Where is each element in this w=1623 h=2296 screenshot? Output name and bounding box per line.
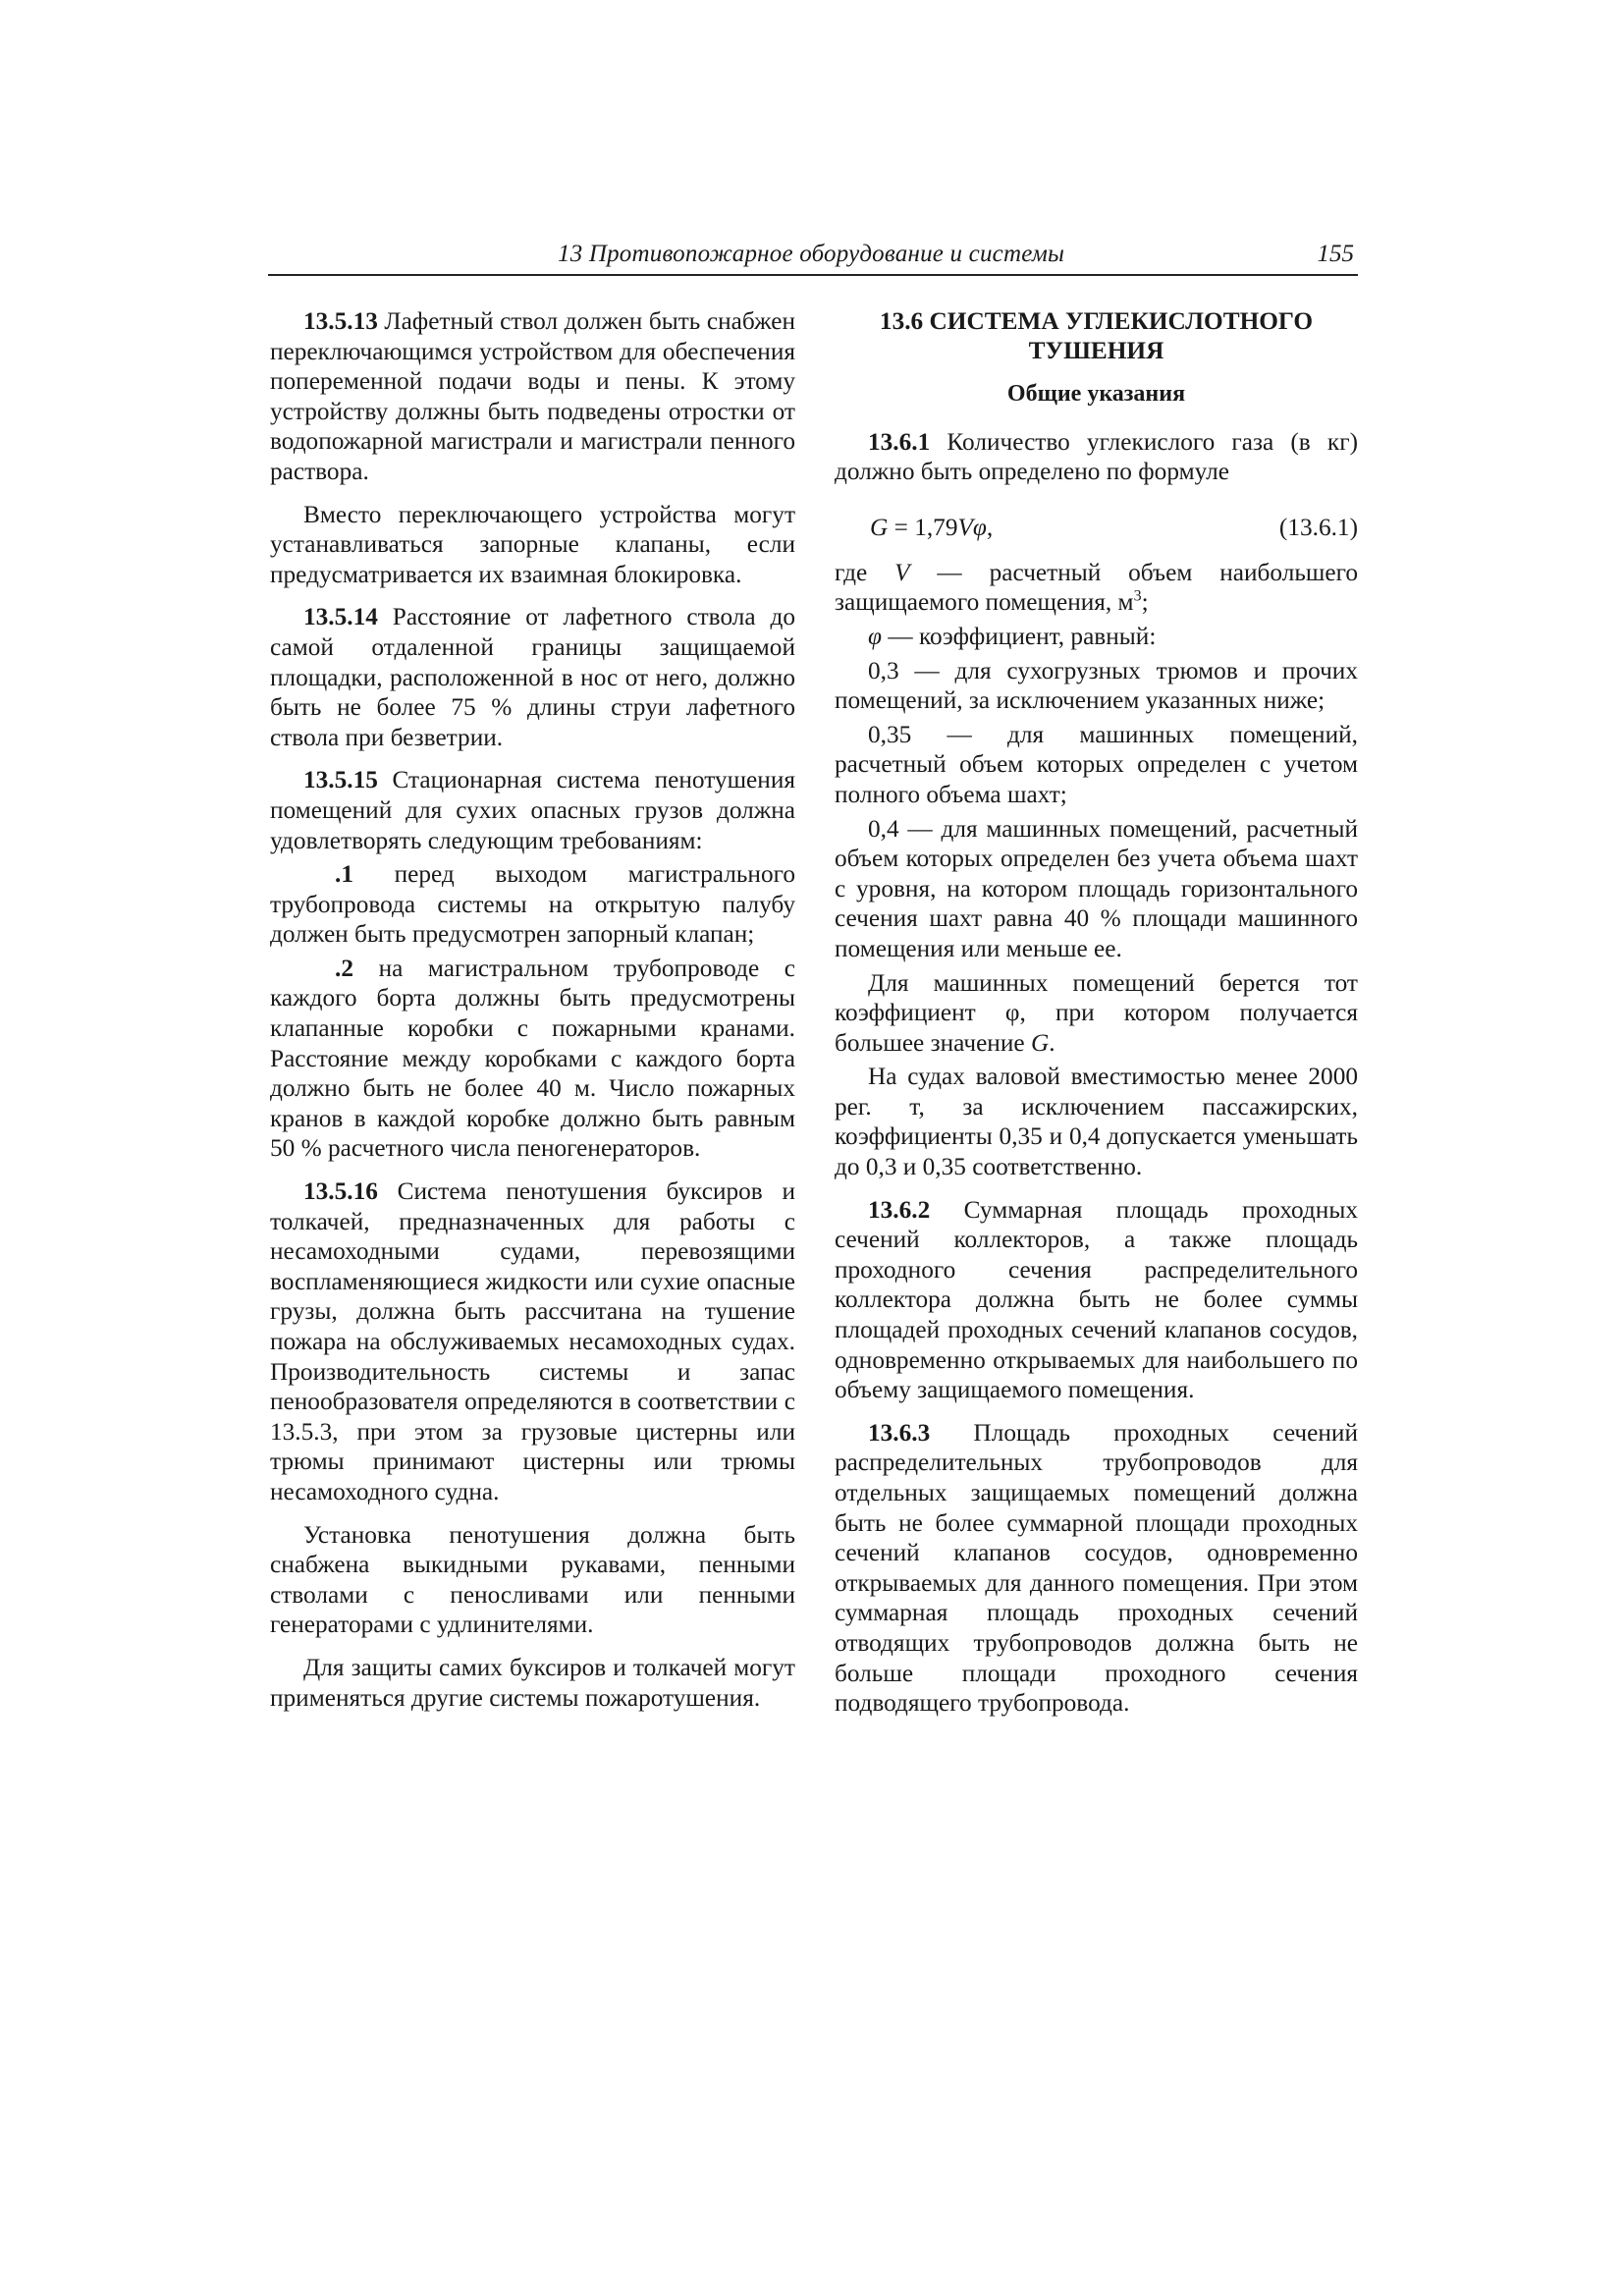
paragraph-machinery-coefficient: Для машинных помещений берется тот коэффициент φ, при котором получается большее значение G. — [835, 968, 1358, 1057]
formula-where: где V — расчетный объем наибольшего защищаемого помещения, $м^3$; — [835, 558, 1358, 617]
coefficient-0-35: 0,35 — для машинных помещений, расчетный объем которых определен с учетом полного объема шахт; — [835, 720, 1358, 808]
clause-13-5-13: 13.5.13 Лафетный ствол должен быть снабжен переключающимся устройством для обеспечения попеременной подачи воды и пены. К этому устройству должны быть подведены отростки от водопожарной магистрали и магистрали пенного раствора. — [270, 307, 795, 485]
list-item-2: .2 на магистральном трубопроводе с каждого борта должны быть предусмотрены клапанные коробки с пожарными кранами. Расстояние между коробками с каждого борта должно быть не более 40 м. Число пожарных кранов в каждой коробке должно быть равным 50 % расчетного числа пеногенераторов. — [270, 954, 795, 1163]
paragraph-valves: Вместо переключающего устройства могут устанавливаться запорные клапаны, если предусматривается их взаимная блокировка. — [270, 500, 795, 588]
paragraph-foam-installation: Установка пенотушения должна быть снабжена выкидными рукавами, пенными стволами с пеносливами или пенными генераторами с удлинителями. — [270, 1520, 795, 1639]
clause-13-5-15: 13.5.15 Стационарная система пенотушения помещений для сухих опасных грузов должна удовлетворять следующим требованиям: — [270, 766, 795, 854]
clause-13-5-14: 13.5.14 Расстояние от лафетного ствола до самой отдаленной границы защищаемой площадки, расположенной в нос от него, должно быть не более 75 % длины струи лафетного ствола при безветрии. — [270, 603, 795, 751]
paragraph-tug-protection: Для защиты самих буксиров и толкачей могут применяться другие системы пожаротушения. — [270, 1653, 795, 1712]
clause-13-5-16: 13.5.16 Система пенотушения буксиров и толкачей, предназначенных для работы с несамоходными судами, перевозящими воспламеняющиеся жидкости или сухие опасные грузы, должна быть рассчитана на тушение пожара на обслуживаемых несамоходных судах. Производительность системы и запас пенообразователя определяются в соответствии с 13.5.3, при этом за грузовые цистерны или трюмы принимают цистерны или трюмы несамоходного судна. — [270, 1177, 795, 1505]
formula-expression: G = 1,79Vφ, — [870, 513, 994, 541]
coefficient-0-3: 0,3 — для сухогрузных трюмов и прочих помещений, за исключением указанных ниже; — [835, 656, 1358, 715]
formula-number: (13.6.1) — [1278, 513, 1358, 541]
phi-definition: φ — коэффициент, равный: — [868, 622, 1157, 650]
clause-13-6-2: 13.6.2 Суммарная площадь проходных сечений коллекторов, а также площадь проходного сечения распределительного коллектора должна быть не более суммы площадей проходных сечений клапанов сосудов, одновременно открываемых для наибольшего по объему защищаемого помещения. — [835, 1195, 1358, 1404]
clause-13-6-3: 13.6.3 Площадь проходных сечений распределительных трубопроводов для отдельных защищаемых помещений должна быть не более суммарной площади проходных сечений клапанов сосудов, одновременно открываемых для данного помещения. При этом суммарная площадь проходных сечений отводящих трубопроводов должна быть не больше площади проходного сечения подводящего трубопровода. — [835, 1418, 1358, 1718]
page-number: 155 — [1317, 241, 1354, 267]
list-item-1: .1 перед выходом магистрального трубопровода системы на открытую палубу должен быть предусмотрен запорный клапан; — [270, 860, 795, 949]
right-column — [835, 306, 1358, 1731]
coefficient-0-4: 0,4 — для машинных помещений, расчетный объем которых определен без учета объема шахт с уровня, на котором площадь горизонтального сечения шахт равна 40 % площади машинного помещения или меньше ее. — [835, 814, 1358, 962]
paragraph-small-vessels: На судах валовой вместимостью менее 2000 рег. т, за исключением пассажирских, коэффициенты 0,35 и 0,4 допускается уменьшать до 0,3 и 0,35 соответственно. — [835, 1063, 1358, 1181]
running-header — [268, 239, 1358, 276]
formula-13-6-1 — [835, 513, 1358, 548]
left-column — [270, 306, 795, 1725]
section-title: 13.6 СИСТЕМА УГЛЕКИСЛОТНОГО ТУШЕНИЯ — [879, 307, 1314, 364]
clause-13-6-1: 13.6.1 Количество углекислого газа (в кг) должно быть определено по формуле — [835, 427, 1358, 486]
chapter-title: 13 Противопожарное оборудование и системы — [558, 241, 1065, 267]
subsection-title: Общие указания — [1006, 381, 1186, 407]
